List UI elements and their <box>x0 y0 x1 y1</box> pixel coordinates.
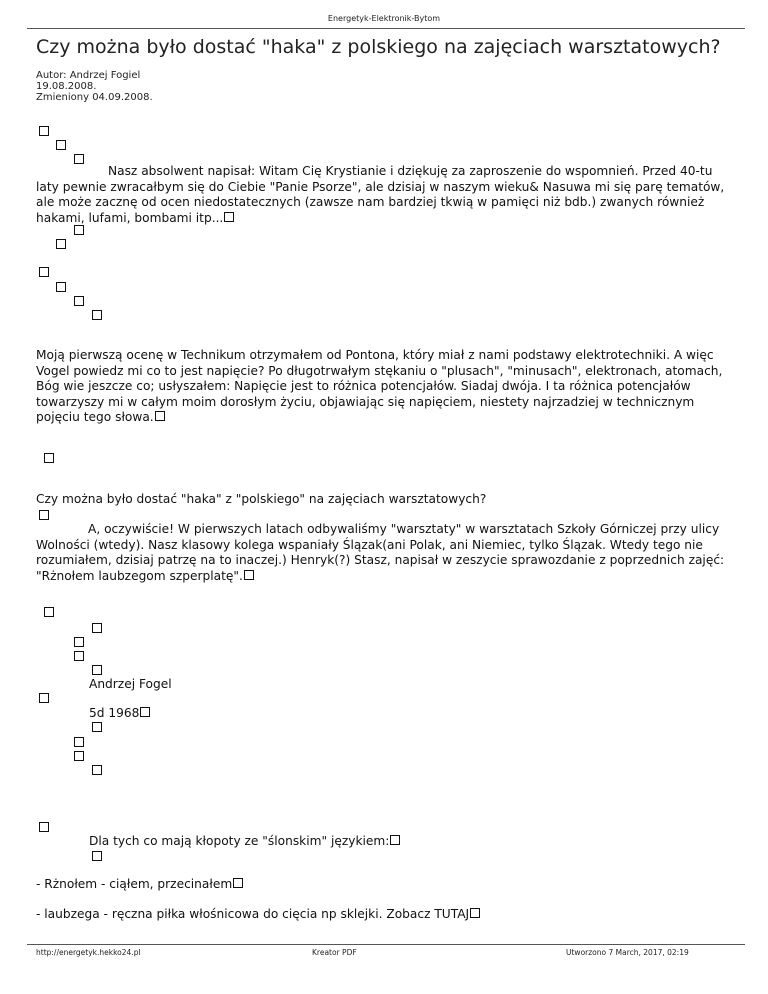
footer-url: http://energetyk.hekko24.pl <box>36 948 141 957</box>
paragraph-intro: Nasz absolwent napisał: Witam Cię Krystianie i dziękuję za zaproszenie do wspomnień. Przed 40-tu laty pewnie zwracałbym się do Ciebie "Panie Psorze", ale dzisiaj w naszym wieku& Nasuwa mi się parę tematów, ale może zacznę od ocen niedostatecznych (zawsze nam bardziej tkwią w pamięci niż bdb.) zwanych również hakami, lufami, bombami itp... <box>36 164 725 225</box>
missing-glyph-box <box>44 607 54 617</box>
missing-glyph-box <box>92 765 102 775</box>
missing-glyph-box <box>39 822 49 832</box>
question-line: Czy można było dostać "haka" z "polskiego" na zajęciach warsztatowych? <box>36 492 487 506</box>
glossary-item: - Rżnołem - ciąłem, przecinałem <box>36 877 243 893</box>
modified-line: Zmieniony 04.09.2008. <box>36 92 153 103</box>
header-divider <box>27 28 745 29</box>
site-header: Energetyk-Elektronik-Bytom <box>327 14 441 23</box>
missing-glyph-box <box>92 851 102 861</box>
missing-glyph-box <box>74 751 84 761</box>
article-title: Czy można było dostać "haka" z polskiego na zajęciach warsztatowych? <box>36 36 721 58</box>
missing-glyph-box <box>233 878 243 888</box>
footer-divider <box>27 944 745 945</box>
missing-glyph-box <box>92 623 102 633</box>
signature-class: 5d 1968 <box>89 706 150 722</box>
missing-glyph-box <box>39 267 49 277</box>
missing-glyph-box <box>140 707 150 717</box>
missing-glyph-box <box>39 126 49 136</box>
footer-creator: Kreator PDF <box>312 948 357 957</box>
missing-glyph-box <box>74 225 84 235</box>
missing-glyph-box <box>74 296 84 306</box>
missing-glyph-box <box>56 140 66 150</box>
missing-glyph-box <box>92 665 102 675</box>
paragraph-workshop: A, oczywiście! W pierwszych latach odbywaliśmy "warsztaty" w warsztatach Szkoły Górniczej przy ulicy Wolności (wtedy). Nasz klasowy kolega wspaniały Ślązak(ani Polak, ani Niemiec, tylko Ślązak. Wtedy tego nie rozumiałem, dzisiaj patrzę na to inaczej.) Henryk(?) Stasz, napisał w zeszycie sprawozdanie z poprzednich zajęć: "Rżnołem laubzegom szperplatę". <box>36 522 725 583</box>
missing-glyph-box <box>56 239 66 249</box>
missing-glyph-box <box>44 453 54 463</box>
missing-glyph-box <box>470 908 480 918</box>
missing-glyph-box <box>39 510 49 520</box>
glossary-item: - laubzega - ręczna piłka włośnicowa do cięcia np sklejki. Zobacz TUTAJ <box>36 907 480 923</box>
missing-glyph-box <box>390 835 400 845</box>
paragraph-voltage: Moją pierwszą ocenę w Technikum otrzymałem od Pontona, który miał z nami podstawy elektrotechniki. A więc Vogel powiedz mi co to jest napięcie? Po długotrwałym stękaniu o "plusach", "minusach", elektronach, atomach, Bóg wie jeszcze co; usłyszałem: Napięcie jest to różnica potencjałów. Siadaj dwója. I ta różnica potencjałów towarzyszy mi w całym moim dorosłym życiu, objawiając się napięciem, niestety najrzadziej w technicznym pojęciu tego słowa. <box>36 348 723 424</box>
missing-glyph-box <box>244 570 254 580</box>
missing-glyph-box <box>92 722 102 732</box>
missing-glyph-box <box>56 282 66 292</box>
footer-created: Utworzono 7 March, 2017, 02:19 <box>566 948 689 957</box>
missing-glyph-box <box>74 737 84 747</box>
missing-glyph-box <box>39 693 49 703</box>
missing-glyph-box <box>155 411 165 421</box>
signature-name: Andrzej Fogel <box>89 677 172 691</box>
missing-glyph-box <box>74 154 84 164</box>
missing-glyph-box <box>74 651 84 661</box>
glossary-intro: Dla tych co mają kłopoty ze "ślonskim" językiem: <box>89 834 400 850</box>
missing-glyph-box <box>74 637 84 647</box>
missing-glyph-box <box>92 310 102 320</box>
author-line: Autor: Andrzej Fogiel <box>36 70 141 81</box>
missing-glyph-box <box>224 212 234 222</box>
article-meta <box>36 70 153 103</box>
date-line: 19.08.2008. <box>36 81 97 92</box>
